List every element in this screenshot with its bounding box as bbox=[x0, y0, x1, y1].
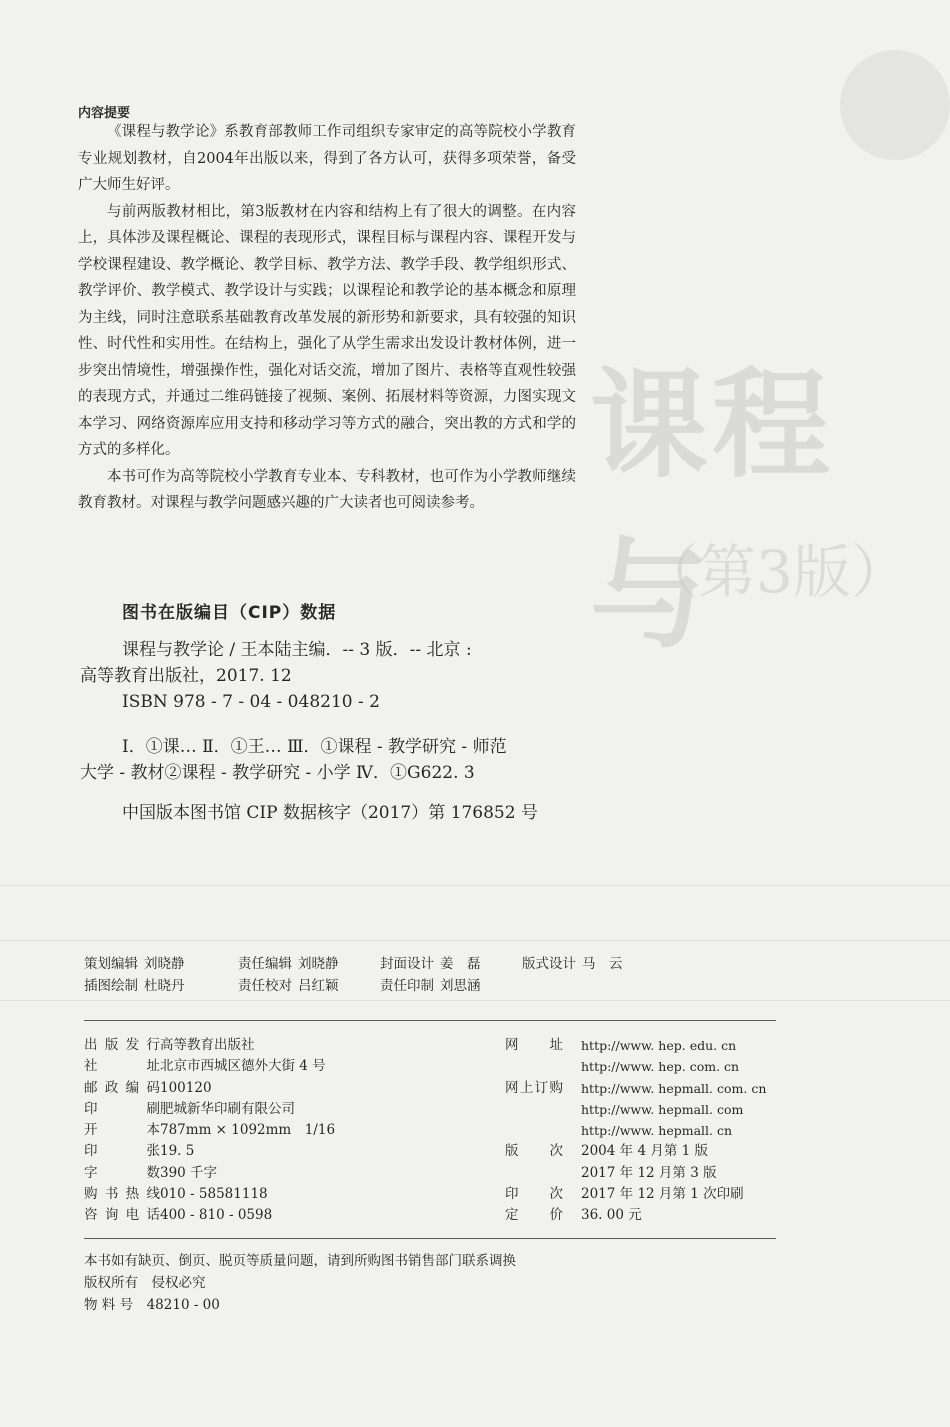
footer-notice: 本书如有缺页、倒页、脱页等质量问题，请到所购图书销售部门联系调换 bbox=[84, 1253, 516, 1269]
credit-label: 版式设计 bbox=[522, 956, 576, 972]
credit-label: 插图绘制 bbox=[84, 978, 138, 994]
summary-title: 内容提要 bbox=[78, 106, 131, 121]
pub-row bbox=[84, 1078, 335, 1099]
show-through-emblem bbox=[840, 50, 950, 160]
cip-line2: 高等教育出版社，2017. 12 bbox=[80, 666, 292, 686]
cip-isbn: ISBN 978 - 7 - 04 - 048210 - 2 bbox=[122, 692, 380, 712]
pub-row bbox=[84, 1056, 335, 1077]
footer-rights bbox=[84, 1273, 206, 1295]
pub-row bbox=[505, 1078, 766, 1099]
show-through-line bbox=[0, 1000, 950, 1001]
pub-value: 400 - 810 - 0598 bbox=[160, 1207, 273, 1224]
credit-label: 责任编辑 bbox=[238, 956, 292, 972]
pub-value: 2017 年 12 月第 1 次印刷 bbox=[581, 1186, 744, 1203]
show-through-cover-title: 课程与 bbox=[590, 355, 835, 664]
rights-value: 侵权必究 bbox=[151, 1275, 206, 1291]
pub-row bbox=[505, 1184, 766, 1205]
show-through-line bbox=[0, 885, 950, 886]
pub-row bbox=[84, 1099, 335, 1120]
material-value: 48210 - 00 bbox=[146, 1297, 220, 1313]
pub-label bbox=[505, 1056, 563, 1077]
show-through-edition: （第3版） bbox=[640, 538, 909, 606]
credit-value: 刘晓静 bbox=[144, 956, 185, 972]
summary-paragraph: 本书可作为高等院校小学教育专业本、专科教材，也可作为小学教师继续教育教材。对课程与教学问题感兴趣的广大读者也可阅读参考。 bbox=[78, 468, 576, 511]
cip-classification-1: Ⅰ．①课… Ⅱ．①王… Ⅲ．①课程 - 教学研究 - 师范 bbox=[122, 737, 507, 757]
pub-label: 出版发行 bbox=[84, 1037, 160, 1053]
credit-value: 刘思涵 bbox=[440, 978, 481, 994]
website-link[interactable]: http://www. hep. edu. cn bbox=[581, 1038, 737, 1053]
pub-label: 定价 bbox=[505, 1207, 563, 1224]
cip-title: 图书在版编目（CIP）数据 bbox=[122, 603, 337, 623]
credit-label: 策划编辑 bbox=[84, 956, 138, 972]
shop-link[interactable]: http://www. hepmall. com. cn bbox=[581, 1080, 767, 1096]
pub-label: 网上订购 bbox=[505, 1079, 563, 1096]
pub-row bbox=[84, 1120, 335, 1141]
price-value: 36. 00 元 bbox=[581, 1207, 642, 1224]
website-link[interactable]: http://www. hep. com. cn bbox=[581, 1059, 740, 1075]
pub-label bbox=[505, 1120, 563, 1141]
pub-value: 19. 5 bbox=[160, 1143, 195, 1160]
pub-label: 网址 bbox=[505, 1037, 563, 1053]
pub-label: 印次 bbox=[505, 1186, 563, 1203]
pub-value: 010 - 58581118 bbox=[160, 1186, 268, 1203]
pub-label bbox=[505, 1099, 563, 1120]
pub-row bbox=[84, 1184, 335, 1205]
pub-label: 邮政编码 bbox=[84, 1079, 160, 1096]
credits-row bbox=[84, 975, 629, 997]
pub-label: 字数 bbox=[84, 1164, 160, 1181]
pub-row bbox=[505, 1141, 766, 1162]
pub-value: 787mm × 1092mm 1/16 bbox=[160, 1122, 336, 1139]
material-label: 物 料 号 bbox=[84, 1297, 134, 1313]
pub-value: 北京市西城区德外大街 4 号 bbox=[160, 1058, 326, 1075]
pub-label: 购书热线 bbox=[84, 1186, 160, 1203]
pub-row bbox=[505, 1163, 766, 1184]
pub-row bbox=[505, 1099, 766, 1120]
pub-value: 高等教育出版社 bbox=[160, 1037, 255, 1053]
summary-paragraph: 与前两版教材相比，第3版教材在内容和结构上有了很大的调整。在内容上，具体涉及课程概论、课程的表现形式，课程目标与课程内容、课程开发与学校课程建设、教学概论、教学目标、教学方法、教学手段、教学组织形式、教学评价、教学模式、教学设计与实践；以课程论和教学论的基本概念和原理为主线，同时注意联系基础教育改革发展的新形势和新要求，具有较强的知识性、时代性和实用性。在结构上，强化了从学生需求出发设计教材体例，进一步突出情境性，增强操作性，强化对话交流，增加了图片、表格等直观性较强的表现方式，并通过二维码链接了视频、案例、拓展材料等资源，力图实现文本学习、网络资源库应用支持和移动学习等方式的融合，突出教的方式和学的方式的多样化。 bbox=[78, 203, 576, 458]
pub-label: 咨询电话 bbox=[84, 1207, 160, 1224]
divider bbox=[84, 1020, 776, 1021]
pub-row bbox=[505, 1120, 766, 1141]
pub-row bbox=[84, 1163, 335, 1184]
pub-value: 100120 bbox=[160, 1079, 212, 1096]
show-through-line bbox=[0, 940, 950, 941]
shop-link[interactable]: http://www. hepmall. cn bbox=[581, 1123, 733, 1139]
pub-row bbox=[505, 1035, 766, 1056]
credit-label: 责任印制 bbox=[380, 978, 434, 994]
pub-row bbox=[505, 1205, 766, 1226]
credit-value: 刘晓静 bbox=[298, 956, 339, 972]
pub-label: 开本 bbox=[84, 1122, 160, 1139]
footer-material bbox=[84, 1295, 220, 1317]
publication-info-left bbox=[84, 1035, 335, 1227]
cip-record-number: 中国版本图书馆 CIP 数据核字（2017）第 176852 号 bbox=[122, 803, 538, 823]
summary-body bbox=[78, 119, 576, 517]
credit-value: 杜晓丹 bbox=[144, 978, 185, 994]
pub-label: 版次 bbox=[505, 1143, 563, 1160]
publication-info-right bbox=[505, 1035, 766, 1227]
pub-label: 印张 bbox=[84, 1143, 160, 1160]
pub-row bbox=[84, 1141, 335, 1162]
divider bbox=[84, 1238, 776, 1239]
pub-value: 390 千字 bbox=[160, 1164, 218, 1181]
pub-value: 2004 年 4 月第 1 版 bbox=[581, 1143, 708, 1160]
pub-value: 2017 年 12 月第 3 版 bbox=[581, 1164, 717, 1181]
rights-label: 版权所有 bbox=[84, 1275, 138, 1291]
credit-label: 责任校对 bbox=[238, 978, 292, 994]
pub-row bbox=[505, 1056, 766, 1077]
credit-value: 马 云 bbox=[582, 956, 623, 972]
pub-label: 印刷 bbox=[84, 1100, 160, 1117]
pub-label: 社址 bbox=[84, 1058, 160, 1075]
credit-value: 姜 磊 bbox=[440, 956, 481, 972]
pub-label bbox=[505, 1163, 563, 1184]
pub-value: 肥城新华印刷有限公司 bbox=[160, 1100, 295, 1117]
credits-table bbox=[84, 953, 629, 997]
pub-row bbox=[84, 1205, 335, 1226]
credits-row bbox=[84, 953, 629, 975]
cip-classification-2: 大学 - 教材②课程 - 教学研究 - 小学 Ⅳ．①G622. 3 bbox=[80, 763, 475, 783]
cip-line1: 课程与教学论 / 王本陆主编．-- 3 版．-- 北京 : bbox=[122, 640, 472, 660]
summary-paragraph: 《课程与教学论》系教育部教师工作司组织专家审定的高等院校小学教育专业规划教材，自2004年出版以来，得到了各方认可，获得多项荣誉，备受广大师生好评。 bbox=[78, 124, 576, 193]
shop-link[interactable]: http://www. hepmall. com bbox=[581, 1101, 744, 1117]
credit-label: 封面设计 bbox=[380, 956, 434, 972]
credit-value: 吕红颖 bbox=[298, 978, 339, 994]
pub-row bbox=[84, 1035, 335, 1056]
